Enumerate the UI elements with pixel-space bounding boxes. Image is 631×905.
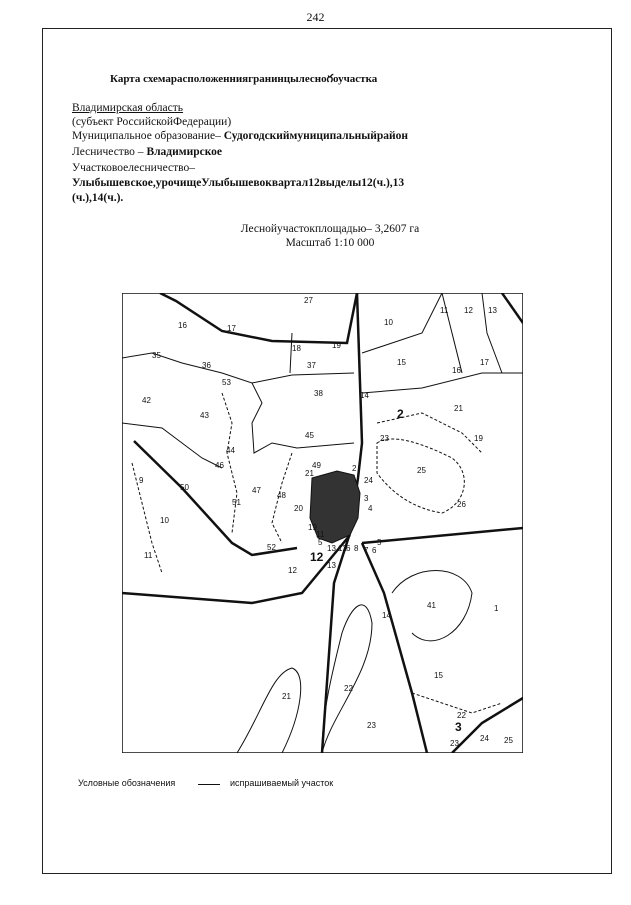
svg-text:3: 3 xyxy=(455,720,462,734)
district-line2: (ч.),14(ч.). xyxy=(72,192,124,204)
svg-text:21: 21 xyxy=(305,469,314,478)
svg-text:38: 38 xyxy=(314,389,323,398)
svg-text:26: 26 xyxy=(457,500,466,509)
svg-text:53: 53 xyxy=(222,378,231,387)
svg-text:47: 47 xyxy=(252,486,261,495)
svg-text:21: 21 xyxy=(454,404,463,413)
svg-text:50: 50 xyxy=(180,483,189,492)
svg-text:42: 42 xyxy=(142,396,151,405)
legend-line-icon xyxy=(198,784,220,785)
svg-text:52: 52 xyxy=(267,543,276,552)
svg-text:51: 51 xyxy=(232,498,241,507)
svg-text:19: 19 xyxy=(308,523,317,532)
region: Владимирская область xyxy=(72,102,184,114)
svg-text:46: 46 xyxy=(215,461,224,470)
svg-text:5: 5 xyxy=(318,538,323,547)
svg-text:49: 49 xyxy=(312,461,321,470)
svg-text:9: 9 xyxy=(139,476,144,485)
svg-text:17: 17 xyxy=(480,358,489,367)
svg-text:13: 13 xyxy=(327,561,336,570)
svg-text:24: 24 xyxy=(364,476,373,485)
svg-text:11: 11 xyxy=(144,551,153,560)
svg-text:27: 27 xyxy=(304,296,313,305)
svg-text:45: 45 xyxy=(305,431,314,440)
svg-text:19: 19 xyxy=(474,434,483,443)
svg-text:43: 43 xyxy=(200,411,209,420)
svg-text:10: 10 xyxy=(384,318,393,327)
svg-text:23: 23 xyxy=(380,434,389,443)
page-number: 242 xyxy=(306,10,325,24)
svg-text:48: 48 xyxy=(277,491,286,500)
svg-text:13: 13 xyxy=(488,306,497,315)
svg-text:41: 41 xyxy=(427,601,436,610)
svg-text:2: 2 xyxy=(397,407,404,421)
svg-text:36: 36 xyxy=(202,361,211,370)
svg-text:10: 10 xyxy=(160,516,169,525)
svg-text:5: 5 xyxy=(377,538,382,547)
district-label: Участковоелесничество– xyxy=(72,162,195,174)
svg-text:15: 15 xyxy=(434,671,443,680)
map-title: Карта схемарасположенниягранинцылесноగоучастка xyxy=(110,73,378,85)
svg-text:11: 11 xyxy=(440,306,449,315)
svg-text:24: 24 xyxy=(480,734,489,743)
municipality: Муниципальное образование– Судогодскиймуниципальныйрайон xyxy=(72,130,409,142)
forestry: Лесничество – Владимирское xyxy=(72,146,223,158)
svg-text:12: 12 xyxy=(310,550,324,564)
svg-text:23: 23 xyxy=(367,721,376,730)
svg-text:19: 19 xyxy=(332,341,341,350)
svg-text:4: 4 xyxy=(368,504,373,513)
svg-text:1: 1 xyxy=(494,604,499,613)
svg-text:22: 22 xyxy=(457,711,466,720)
svg-text:7: 7 xyxy=(364,546,369,555)
district-line1: Улыбышевское,урочищеУлыбышевоквартал12выделы12(ч.),13 xyxy=(72,177,405,189)
svg-text:21: 21 xyxy=(282,692,291,701)
svg-text:12: 12 xyxy=(288,566,297,575)
svg-text:18: 18 xyxy=(292,344,301,353)
svg-text:17: 17 xyxy=(227,324,236,333)
legend-item: испрашиваемый участок xyxy=(230,778,334,788)
forest-map xyxy=(122,293,523,753)
svg-text:20: 20 xyxy=(294,504,303,513)
svg-text:14: 14 xyxy=(360,391,369,400)
svg-text:12: 12 xyxy=(464,306,473,315)
svg-text:44: 44 xyxy=(226,446,235,455)
svg-text:3: 3 xyxy=(364,494,369,503)
legend-label: Условные обозначения xyxy=(78,778,176,788)
svg-text:13: 13 xyxy=(327,544,336,553)
svg-text:6: 6 xyxy=(346,544,351,553)
svg-text:23: 23 xyxy=(450,739,459,748)
svg-text:15: 15 xyxy=(397,358,406,367)
svg-text:25: 25 xyxy=(417,466,426,475)
svg-text:12: 12 xyxy=(338,544,347,553)
svg-text:37: 37 xyxy=(307,361,316,370)
svg-text:22: 22 xyxy=(344,684,353,693)
svg-text:2: 2 xyxy=(352,464,357,473)
svg-text:8: 8 xyxy=(354,544,359,553)
svg-text:6: 6 xyxy=(372,546,377,555)
svg-text:14: 14 xyxy=(382,611,391,620)
svg-text:16: 16 xyxy=(452,366,461,375)
area: Леснойучастокплощадью– 3,2607 га xyxy=(240,223,420,235)
svg-text:25: 25 xyxy=(504,736,513,745)
svg-text:11: 11 xyxy=(316,530,325,539)
subject: (субъект РоссийскойФедерации) xyxy=(72,116,232,128)
svg-text:35: 35 xyxy=(152,351,161,360)
scale: Масштаб 1:10 000 xyxy=(285,237,375,249)
svg-text:16: 16 xyxy=(178,321,187,330)
